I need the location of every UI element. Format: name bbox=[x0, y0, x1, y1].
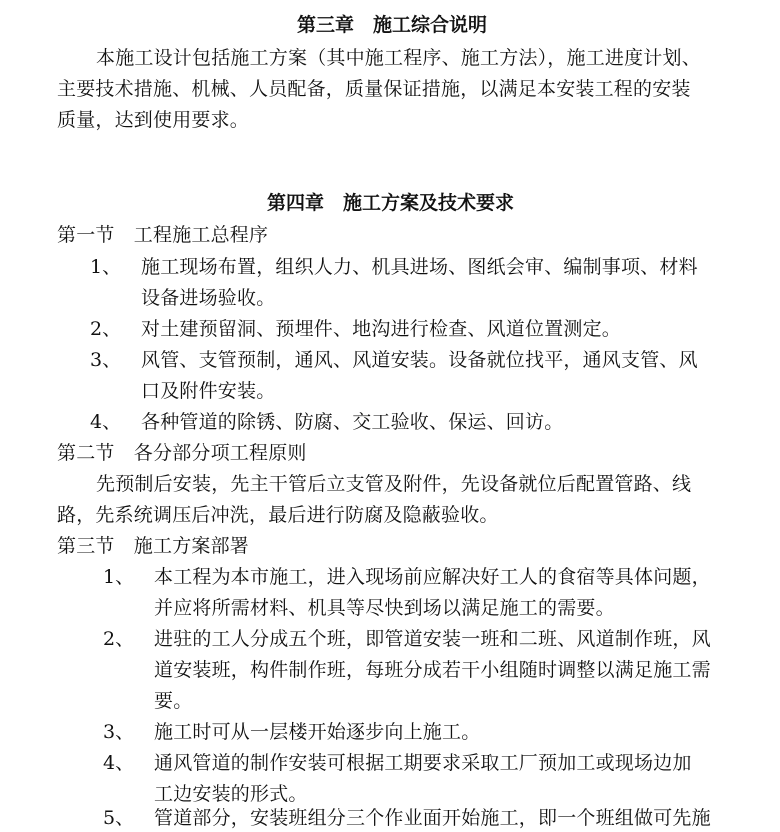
list-item-number: 2、 bbox=[103, 628, 135, 650]
list-item-line: 通风管道的制作安装可根据工期要求采取工厂预加工或现场边加 bbox=[154, 752, 692, 774]
list-item-number: 4、 bbox=[90, 411, 122, 433]
section-3-title: 第三节 施工方案部署 bbox=[57, 535, 250, 557]
list-item-line: 本工程为本市施工，进入现场前应解决好工人的食宿等具体问题， bbox=[154, 566, 711, 588]
list-item-number: 3、 bbox=[103, 721, 135, 743]
list-item-line: 对土建预留洞、预埋件、地沟进行检查、风道位置测定。 bbox=[141, 318, 622, 340]
list-item-line: 口及附件安装。 bbox=[141, 380, 276, 402]
list-item-line: 工边安装的形式。 bbox=[154, 783, 308, 805]
list-item-line: 并应将所需材料、机具等尽快到场以满足施工的需要。 bbox=[154, 597, 615, 619]
list-item-line: 道安装班，构件制作班，每班分成若干小组随时调整以满足施工需 bbox=[154, 659, 711, 681]
section-2-paragraph-line: 先预制后安装，先主干管后立支管及附件，先设备就位后配置管路、线 bbox=[96, 473, 692, 495]
chapter-3-paragraph-line: 质量，达到使用要求。 bbox=[57, 109, 250, 131]
list-item-line: 各种管道的除锈、防腐、交工验收、保运、回访。 bbox=[141, 411, 564, 433]
list-item-line: 施工时可从一层楼开始逐步向上施工。 bbox=[154, 721, 481, 743]
list-item-line: 进驻的工人分成五个班，即管道安装一班和二班、风道制作班，风 bbox=[154, 628, 711, 650]
section-2-title: 第二节 各分部分项工程原则 bbox=[57, 442, 307, 464]
list-item-number: 5、 bbox=[103, 807, 135, 829]
chapter-3-paragraph-line: 主要技术措施、机械、人员配备，质量保证措施，以满足本安装工程的安装 bbox=[57, 78, 691, 100]
section-2-paragraph-line: 路，先系统调压后冲洗，最后进行防腐及隐蔽验收。 bbox=[57, 504, 499, 526]
list-item-line: 施工现场布置，组织人力、机具进场、图纸会审、编制事项、材料 bbox=[141, 256, 698, 278]
section-1-title: 第一节 工程施工总程序 bbox=[57, 224, 269, 246]
list-item-number: 1、 bbox=[103, 566, 135, 588]
list-item-number: 3、 bbox=[90, 349, 122, 371]
list-item-number: 1、 bbox=[90, 256, 122, 278]
list-item-line: 风管、支管预制，通风、风道安装。设备就位找平，通风支管、风 bbox=[141, 349, 698, 371]
chapter-3-title: 第三章 施工综合说明 bbox=[297, 14, 488, 36]
list-item-number: 4、 bbox=[103, 752, 135, 774]
list-item-line: 管道部分，安装班组分三个作业面开始施工，即一个班组做可先施 bbox=[154, 807, 711, 829]
list-item-line: 设备进场验收。 bbox=[141, 287, 276, 309]
list-item-line: 要。 bbox=[154, 690, 193, 712]
chapter-4-title: 第四章 施工方案及技术要求 bbox=[267, 192, 515, 214]
chapter-3-paragraph-line: 本施工设计包括施工方案（其中施工程序、施工方法），施工进度计划、 bbox=[96, 47, 701, 69]
list-item-number: 2、 bbox=[90, 318, 122, 340]
